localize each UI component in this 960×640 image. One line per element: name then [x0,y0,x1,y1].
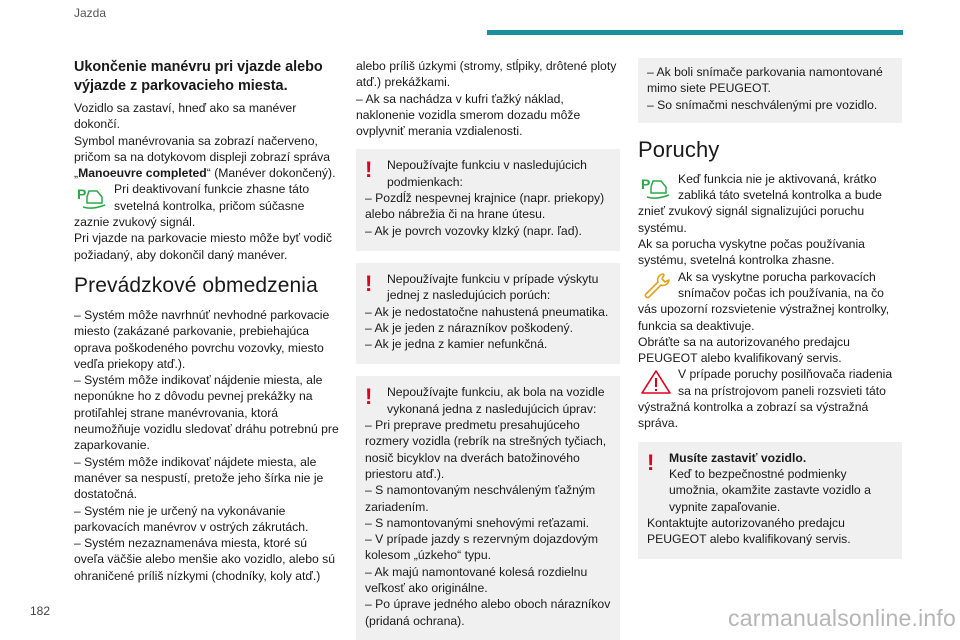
paragraph: Keď funkcia nie je aktivovaná, krátko zabliká táto svetelná kontrolka a bude znieť zvukový signál signalizujúci poruchu systému. [638,171,882,235]
note-body: Keď to bezpečnostné podmienky umožnia, okamžite zastavte vozidlo a vypnite zapaľovanie. [669,466,871,514]
warning-triangle-icon [638,368,674,396]
list-item: – Ak sa nachádza v kufri ťažký náklad, naklonenie vozidla smerom dozadu môže ovplyvniť merania vzdialenosti. [356,91,581,139]
column-3 [638,58,902,571]
svg-text:P: P [77,186,87,203]
text: Symbol manévrovania sa zobrazí načerveno, pričom sa na dotykovom displeji zobrazí správa „ [74,133,331,181]
park-assist-icon [74,183,110,211]
list-item: – Systém nezaznamenáva miesta, ktoré sú oveľa väčšie alebo menšie ako vozidlo, alebo sú ohraničené príliš nízkymi (chodníky, koly atď.) [74,536,336,583]
warning-exclamation-icon: ! [365,157,373,183]
note-title: Musíte zastaviť vozidlo. [669,450,807,465]
wrench-icon [638,271,674,299]
list-item: – S namontovaným neschváleným ťažným zariadením. [365,483,596,514]
paragraph: Obráťte sa na autorizovaného predajcu PEUGEOT alebo kvalifikovaný servis. [638,334,850,366]
heading-limitations: Prevádzkové obmedzenia [74,273,318,297]
subheading-maneuver-end: Ukončenie manévru pri vjazde alebo výjazde z parkovacieho miesta. [74,59,323,94]
paragraph: Pri deaktivovaní funkcie zhasne táto svetelná kontrolka, pričom súčasne zaznie zvukový signál. [74,182,310,230]
list-item: – Ak majú namontované kolesá rozdielnu veľkosť ako originálne. [365,564,588,596]
column-1 [74,58,340,584]
list-item: – Pri preprave predmetu presahujúceho rozmery vozidla (rebrík na strešných tyčiach, nosič bicyklov na dverách batožinového priestoru atď.). [365,418,607,481]
svg-text:P: P [641,175,651,192]
paragraph: Vozidlo sa zastaví, hneď ako sa manéver dokončí. [74,101,297,132]
list-item: – S namontovanými snehovými reťazami. [365,515,590,530]
warning-note [638,442,902,560]
list-item: – Ak boli snímače parkovania namontované mimo siete PEUGEOT. [647,65,883,96]
list-item: – Ak je povrch vozovky klzký (napr. ľad). [365,223,582,238]
heading-faults: Poruchy [638,136,720,162]
list-item: – Systém môže navrhnúť nevhodné parkovacie miesto (zakázané parkovanie, prebiehajúca oprava poškodeného povrchu vozovky, miesto vedľa priekopy atď.). [74,307,330,371]
list-item: – Pozdĺž nespevnej krajnice (napr. priekopy) alebo nábrežia či na hrane útesu. [365,191,605,222]
list-item: – Ak je jeden z nárazníkov poškodený. [365,320,573,335]
paragraph: Pri vjazde na parkovacie miesto môže byť vodič požiadaný, aby dokončil daný manéver. [74,231,332,262]
paragraph: alebo príliš úzkymi (stromy, stĺpiky, drôtené ploty atď.) prekážkami. [356,59,617,90]
note-title: Nepoužívajte funkciu, ak bola na vozidle vykonaná jedna z nasledujúcich úprav: [387,385,605,416]
header-rule [487,30,903,35]
warning-note [356,263,620,364]
paragraph-message [74,133,340,182]
page-number: 182 [30,604,51,618]
list-item: – Systém môže indikovať nájdenie miesta, ale neponúkne ho z dôvodu pevnej prekážky na protiľahlej strane manévrovania, ktorá neumožňuje vozidlu sledovať dráhu potrebnú pre zaparkovanie. [74,373,339,453]
note-continued [638,58,902,123]
warning-note [356,149,620,250]
list-item: – V prípade jazdy s rezervným dojazdovým kolesom „úzkeho“ typu. [365,532,599,563]
watermark: carmanualsonline.info [728,605,956,631]
note-title: Nepoužívajte funkciu v nasledujúcich podmienkach: [387,158,587,189]
paragraph: Ak sa vyskytne porucha parkovacích snímačov počas ich používania, na čo vás upozorní rozsvietenie výstražnej kontrolky, funkcia sa deaktivuje. [638,269,890,333]
list-item: – Systém nie je určený na vykonávanie parkovacích manévrov v ostrých zákrutách. [74,503,309,534]
list-item: – So snímačmi neschválenými pre vozidlo. [647,97,878,112]
warning-exclamation-icon: ! [647,449,655,475]
list-item: – Systém môže indikovať nájdete miesta, ale manéver sa nespustí, pretože jeho šírka nie je dostatočná. [74,454,324,502]
text: “ (Manéver dokončený). [206,166,336,181]
warning-exclamation-icon: ! [365,270,373,296]
note-body: Kontaktujte autorizovaného predajcu PEUGEOT alebo kvalifikovaný servis. [647,515,851,547]
paragraph: Ak sa porucha vyskytne počas používania systému, svetelná kontrolka zhasne. [638,237,865,268]
warning-exclamation-icon: ! [365,384,373,410]
section-label: Jazda [74,6,107,20]
park-assist-icon [638,173,674,201]
warning-note [356,376,620,640]
column-2 [356,58,620,640]
list-item: – Po úprave jedného alebo oboch nárazníkov (pridaná ochrana). [365,597,611,628]
message-text: Manoeuvre completed [78,166,207,181]
note-title: Nepoužívajte funkciu v prípade výskytu jednej z nasledujúcich porúch: [387,271,599,303]
list-item: – Ak je nedostatočne nahustená pneumatika. [365,304,609,319]
list-item: – Ak je jedna z kamier nefunkčná. [365,337,548,352]
paragraph: V prípade poruchy posilňovača riadenia sa na prístrojovom paneli rozsvieti táto výstražná kontrolka a zobrazí sa výstražná správa. [638,367,893,431]
